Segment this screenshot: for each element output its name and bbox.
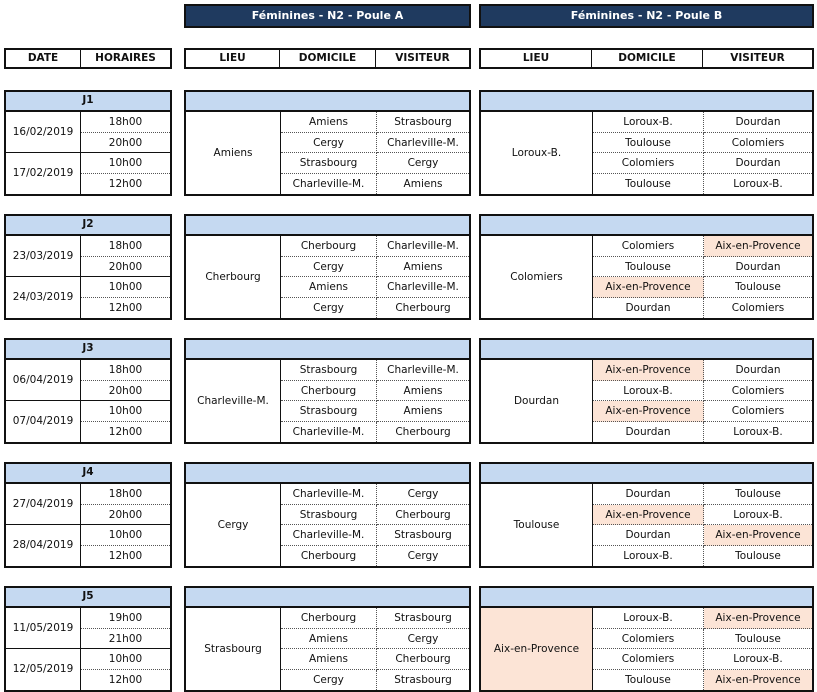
round-bar-poule-b bbox=[479, 586, 814, 608]
away-team: Toulouse bbox=[704, 277, 812, 298]
home-team: Aix-en-Provence bbox=[593, 505, 704, 526]
home-team: Colomiers bbox=[593, 649, 704, 670]
away-team: Charleville-M. bbox=[377, 360, 469, 381]
match-time: 12h00 bbox=[108, 177, 143, 190]
poule-b-round-block bbox=[479, 110, 814, 196]
away-team: Charleville-M. bbox=[377, 277, 469, 298]
header-domicile: DOMICILE bbox=[592, 50, 703, 67]
home-team: Dourdan bbox=[593, 484, 704, 505]
match-time: 10h00 bbox=[81, 401, 170, 422]
venue-cell: Colomiers bbox=[481, 236, 593, 318]
home-team: Charleville-M. bbox=[281, 484, 377, 505]
home-team: Toulouse bbox=[593, 133, 704, 154]
home-team: Cherbourg bbox=[281, 546, 377, 567]
home-team: Aix-en-Provence bbox=[593, 401, 704, 422]
match-date: 17/02/2019 bbox=[6, 153, 81, 194]
away-team: Loroux-B. bbox=[733, 425, 783, 438]
away-team: Aix-en-Provence bbox=[704, 236, 812, 257]
round-datetime-block bbox=[4, 234, 172, 320]
away-team: Colomiers bbox=[731, 301, 785, 314]
home-team: Strasbourg bbox=[281, 153, 377, 174]
away-team: Dourdan bbox=[704, 112, 812, 133]
round-label: J4 bbox=[4, 462, 172, 484]
home-team: Amiens bbox=[281, 277, 377, 298]
round-bar-poule-a bbox=[184, 586, 471, 608]
home-team: Loroux-B. bbox=[593, 112, 704, 133]
home-team: Toulouse bbox=[593, 670, 704, 691]
poule-a-round-block bbox=[184, 110, 471, 196]
match-time: 12h00 bbox=[108, 425, 143, 438]
home-team: Cherbourg bbox=[281, 381, 377, 402]
header-date-time bbox=[4, 48, 172, 69]
away-team: Strasbourg bbox=[377, 112, 469, 133]
match-date: 07/04/2019 bbox=[6, 401, 81, 442]
header-horaires: HORAIRES bbox=[95, 52, 156, 64]
round-datetime-block bbox=[4, 482, 172, 568]
home-team: Amiens bbox=[281, 649, 377, 670]
round-bar-poule-b bbox=[479, 338, 814, 360]
away-team: Colomiers bbox=[704, 381, 812, 402]
away-team: Aix-en-Provence bbox=[704, 525, 812, 546]
round-label: J2 bbox=[4, 214, 172, 236]
match-time: 10h00 bbox=[81, 649, 170, 670]
poule-b-round-block bbox=[479, 606, 814, 692]
home-team: Dourdan bbox=[593, 422, 704, 443]
home-team: Loroux-B. bbox=[593, 381, 704, 402]
away-team: Amiens bbox=[377, 401, 469, 422]
home-team: Cherbourg bbox=[281, 608, 377, 629]
home-team: Cherbourg bbox=[281, 236, 377, 257]
round-bar-poule-a bbox=[184, 462, 471, 484]
venue-cell: Aix-en-Provence bbox=[481, 608, 593, 690]
home-team: Loroux-B. bbox=[593, 546, 704, 567]
venue-cell: Toulouse bbox=[481, 484, 593, 566]
round-label: J1 bbox=[4, 90, 172, 112]
round-bar-poule-b bbox=[479, 214, 814, 236]
match-time: 12h00 bbox=[108, 673, 143, 686]
home-team: Cergy bbox=[281, 257, 377, 278]
header-visiteur: VISITEUR bbox=[395, 52, 450, 64]
match-date: 06/04/2019 bbox=[6, 360, 81, 401]
away-team: Cergy bbox=[377, 484, 469, 505]
home-team: Strasbourg bbox=[281, 360, 377, 381]
poule-a-title: Féminines - N2 - Poule A bbox=[184, 4, 471, 28]
home-team: Dourdan bbox=[593, 525, 704, 546]
round-label: J3 bbox=[4, 338, 172, 360]
header-poule-a bbox=[184, 48, 471, 69]
match-time: 19h00 bbox=[81, 608, 170, 629]
round-datetime-block bbox=[4, 606, 172, 692]
match-time: 12h00 bbox=[108, 301, 143, 314]
away-team: Colomiers bbox=[704, 401, 812, 422]
home-team: Toulouse bbox=[593, 174, 704, 195]
away-team: Amiens bbox=[403, 177, 443, 190]
away-team: Charleville-M. bbox=[377, 133, 469, 154]
away-team: Dourdan bbox=[704, 153, 812, 174]
match-time: 18h00 bbox=[81, 236, 170, 257]
away-team: Amiens bbox=[377, 257, 469, 278]
venue-cell: Charleville-M. bbox=[186, 360, 281, 442]
home-team: Colomiers bbox=[593, 629, 704, 650]
match-date: 23/03/2019 bbox=[6, 236, 81, 277]
away-team: Toulouse bbox=[704, 484, 812, 505]
round-bar-poule-a bbox=[184, 214, 471, 236]
home-team: Colomiers bbox=[593, 153, 704, 174]
away-team: Loroux-B. bbox=[704, 505, 812, 526]
poule-a-round-block bbox=[184, 482, 471, 568]
venue-cell: Amiens bbox=[186, 112, 281, 194]
home-team: Cergy bbox=[281, 133, 377, 154]
home-team: Charleville-M. bbox=[281, 174, 377, 195]
home-team: Aix-en-Provence bbox=[593, 360, 704, 381]
home-team: Dourdan bbox=[593, 298, 704, 319]
away-team: Cherbourg bbox=[395, 425, 451, 438]
poule-a-round-block bbox=[184, 358, 471, 444]
poule-b-title: Féminines - N2 - Poule B bbox=[479, 4, 814, 28]
poule-a-round-block bbox=[184, 606, 471, 692]
match-date: 28/04/2019 bbox=[6, 525, 81, 566]
away-team: Cherbourg bbox=[377, 505, 469, 526]
away-team: Aix-en-Provence bbox=[704, 670, 812, 691]
header-visiteur: VISITEUR bbox=[730, 52, 785, 64]
match-time: 18h00 bbox=[81, 484, 170, 505]
away-team: Dourdan bbox=[704, 360, 812, 381]
match-time: 21h00 bbox=[81, 629, 170, 650]
home-team: Aix-en-Provence bbox=[593, 277, 704, 298]
match-time: 12h00 bbox=[108, 549, 143, 562]
home-team: Amiens bbox=[281, 629, 377, 650]
poule-b-round-block bbox=[479, 358, 814, 444]
poule-a-round-block bbox=[184, 234, 471, 320]
home-team: Toulouse bbox=[593, 257, 704, 278]
round-bar-poule-b bbox=[479, 462, 814, 484]
home-team: Cergy bbox=[281, 670, 377, 691]
match-time: 20h00 bbox=[81, 381, 170, 402]
venue-cell: Loroux-B. bbox=[481, 112, 593, 194]
round-bar-poule-a bbox=[184, 90, 471, 112]
round-bar-poule-a bbox=[184, 338, 471, 360]
away-team: Amiens bbox=[377, 381, 469, 402]
header-lieu: LIEU bbox=[186, 50, 280, 67]
away-team: Toulouse bbox=[704, 629, 812, 650]
home-team: Cergy bbox=[281, 298, 377, 319]
away-team: Cherbourg bbox=[395, 301, 451, 314]
round-bar-poule-b bbox=[479, 90, 814, 112]
away-team: Strasbourg bbox=[394, 673, 452, 686]
away-team: Loroux-B. bbox=[704, 649, 812, 670]
away-team: Cergy bbox=[377, 629, 469, 650]
away-team: Loroux-B. bbox=[733, 177, 783, 190]
match-date: 12/05/2019 bbox=[6, 649, 81, 690]
away-team: Cherbourg bbox=[377, 649, 469, 670]
home-team: Loroux-B. bbox=[593, 608, 704, 629]
away-team: Colomiers bbox=[704, 133, 812, 154]
header-lieu: LIEU bbox=[481, 50, 592, 67]
match-date: 24/03/2019 bbox=[6, 277, 81, 318]
away-team: Charleville-M. bbox=[377, 236, 469, 257]
header-poule-b bbox=[479, 48, 814, 69]
poule-b-round-block bbox=[479, 482, 814, 568]
venue-cell: Cherbourg bbox=[186, 236, 281, 318]
match-time: 18h00 bbox=[81, 360, 170, 381]
away-team: Strasbourg bbox=[377, 525, 469, 546]
match-date: 16/02/2019 bbox=[6, 112, 81, 153]
home-team: Charleville-M. bbox=[281, 525, 377, 546]
match-time: 10h00 bbox=[81, 525, 170, 546]
match-date: 27/04/2019 bbox=[6, 484, 81, 525]
round-label: J5 bbox=[4, 586, 172, 608]
header-domicile: DOMICILE bbox=[280, 50, 376, 67]
match-time: 10h00 bbox=[81, 277, 170, 298]
match-time: 20h00 bbox=[81, 505, 170, 526]
venue-cell: Strasbourg bbox=[186, 608, 281, 690]
home-team: Strasbourg bbox=[281, 401, 377, 422]
venue-cell: Dourdan bbox=[481, 360, 593, 442]
header-date: DATE bbox=[6, 50, 81, 67]
home-team: Strasbourg bbox=[281, 505, 377, 526]
away-team: Toulouse bbox=[735, 549, 781, 562]
away-team: Strasbourg bbox=[377, 608, 469, 629]
home-team: Charleville-M. bbox=[281, 422, 377, 443]
away-team: Cergy bbox=[407, 549, 439, 562]
match-time: 20h00 bbox=[81, 133, 170, 154]
round-datetime-block bbox=[4, 358, 172, 444]
match-time: 18h00 bbox=[81, 112, 170, 133]
match-time: 10h00 bbox=[81, 153, 170, 174]
away-team: Aix-en-Provence bbox=[704, 608, 812, 629]
poule-b-round-block bbox=[479, 234, 814, 320]
away-team: Cergy bbox=[377, 153, 469, 174]
away-team: Dourdan bbox=[704, 257, 812, 278]
venue-cell: Cergy bbox=[186, 484, 281, 566]
match-date: 11/05/2019 bbox=[6, 608, 81, 649]
home-team: Amiens bbox=[281, 112, 377, 133]
round-datetime-block bbox=[4, 110, 172, 196]
match-time: 20h00 bbox=[81, 257, 170, 278]
home-team: Colomiers bbox=[593, 236, 704, 257]
